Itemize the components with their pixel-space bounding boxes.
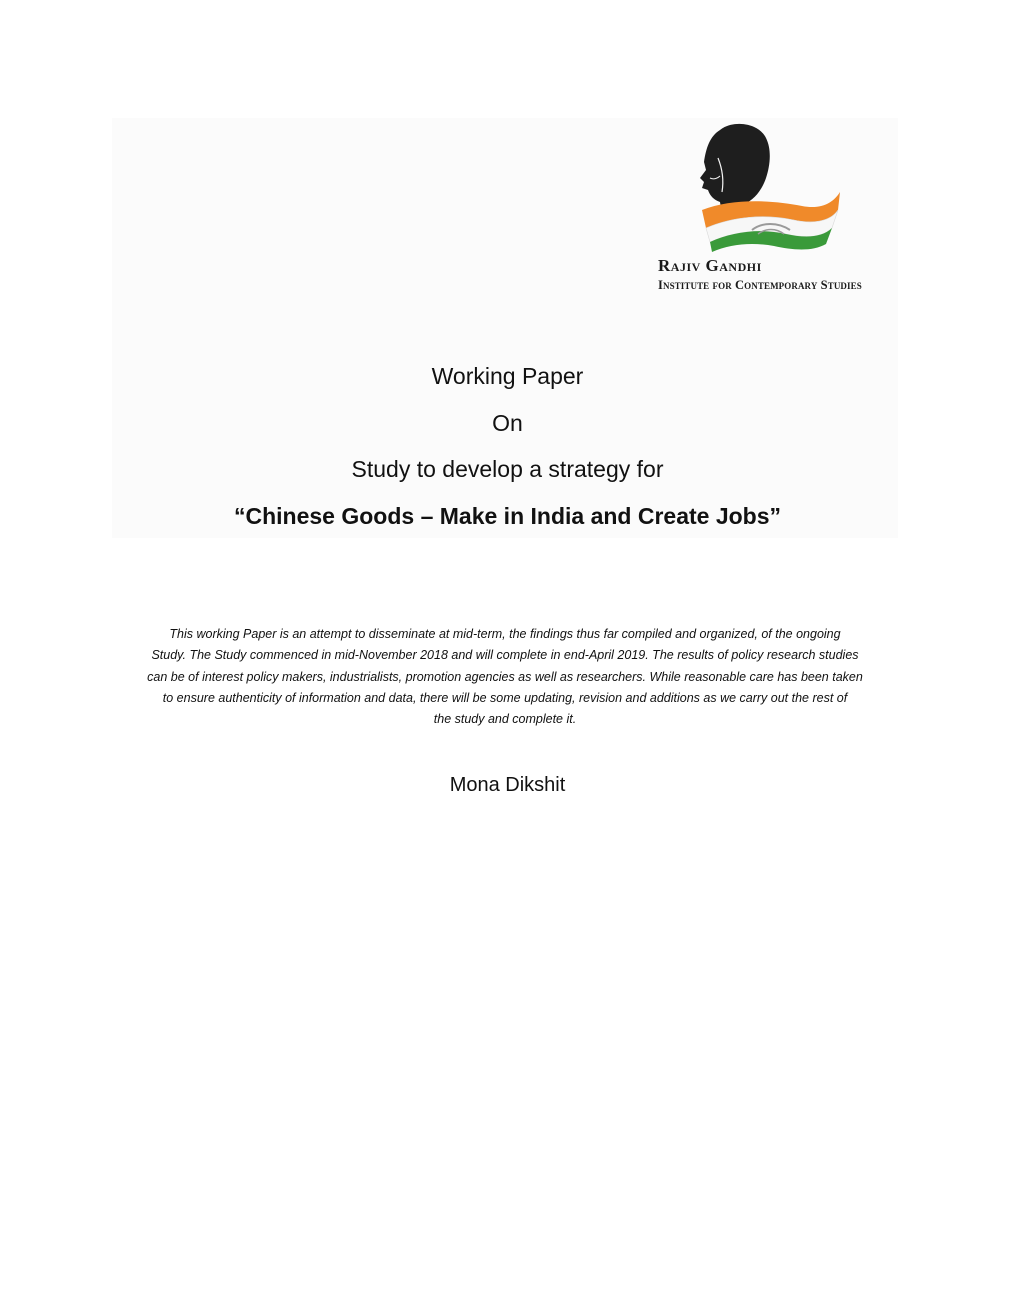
logo-org-subtitle: Institute for Contemporary Studies [658,278,862,292]
title-study-line: Study to develop a strategy for [351,456,664,482]
abstract-line: to ensure authenticity of information and data, there will be some updating, revision and additions as we carry out the rest of [162,690,848,705]
abstract-line: This working Paper is an attempt to disseminate at mid-term, the findings thus far compiled and organized, of the ongoing [169,627,841,641]
institute-logo [640,118,898,313]
abstract-paragraph [112,624,898,730]
abstract-line: Study. The Study commenced in mid-November 2018 and will complete in end-April 2019. The results of policy research studies [151,648,859,663]
title-main-heading: “Chinese Goods – Make in India and Create Jobs” [233,503,782,529]
abstract-line: can be of interest policy makers, industrialists, promotion agencies as well as researchers. While reasonable care has been taken [147,669,863,684]
title-on: On [492,410,523,436]
logo-org-name: Rajiv Gandhi [658,256,762,275]
author-name: Mona Dikshit [449,774,566,796]
portrait-flag-emblem [662,118,842,253]
abstract-line: the study and complete it. [433,712,577,727]
title-working-paper: Working Paper [431,363,584,389]
